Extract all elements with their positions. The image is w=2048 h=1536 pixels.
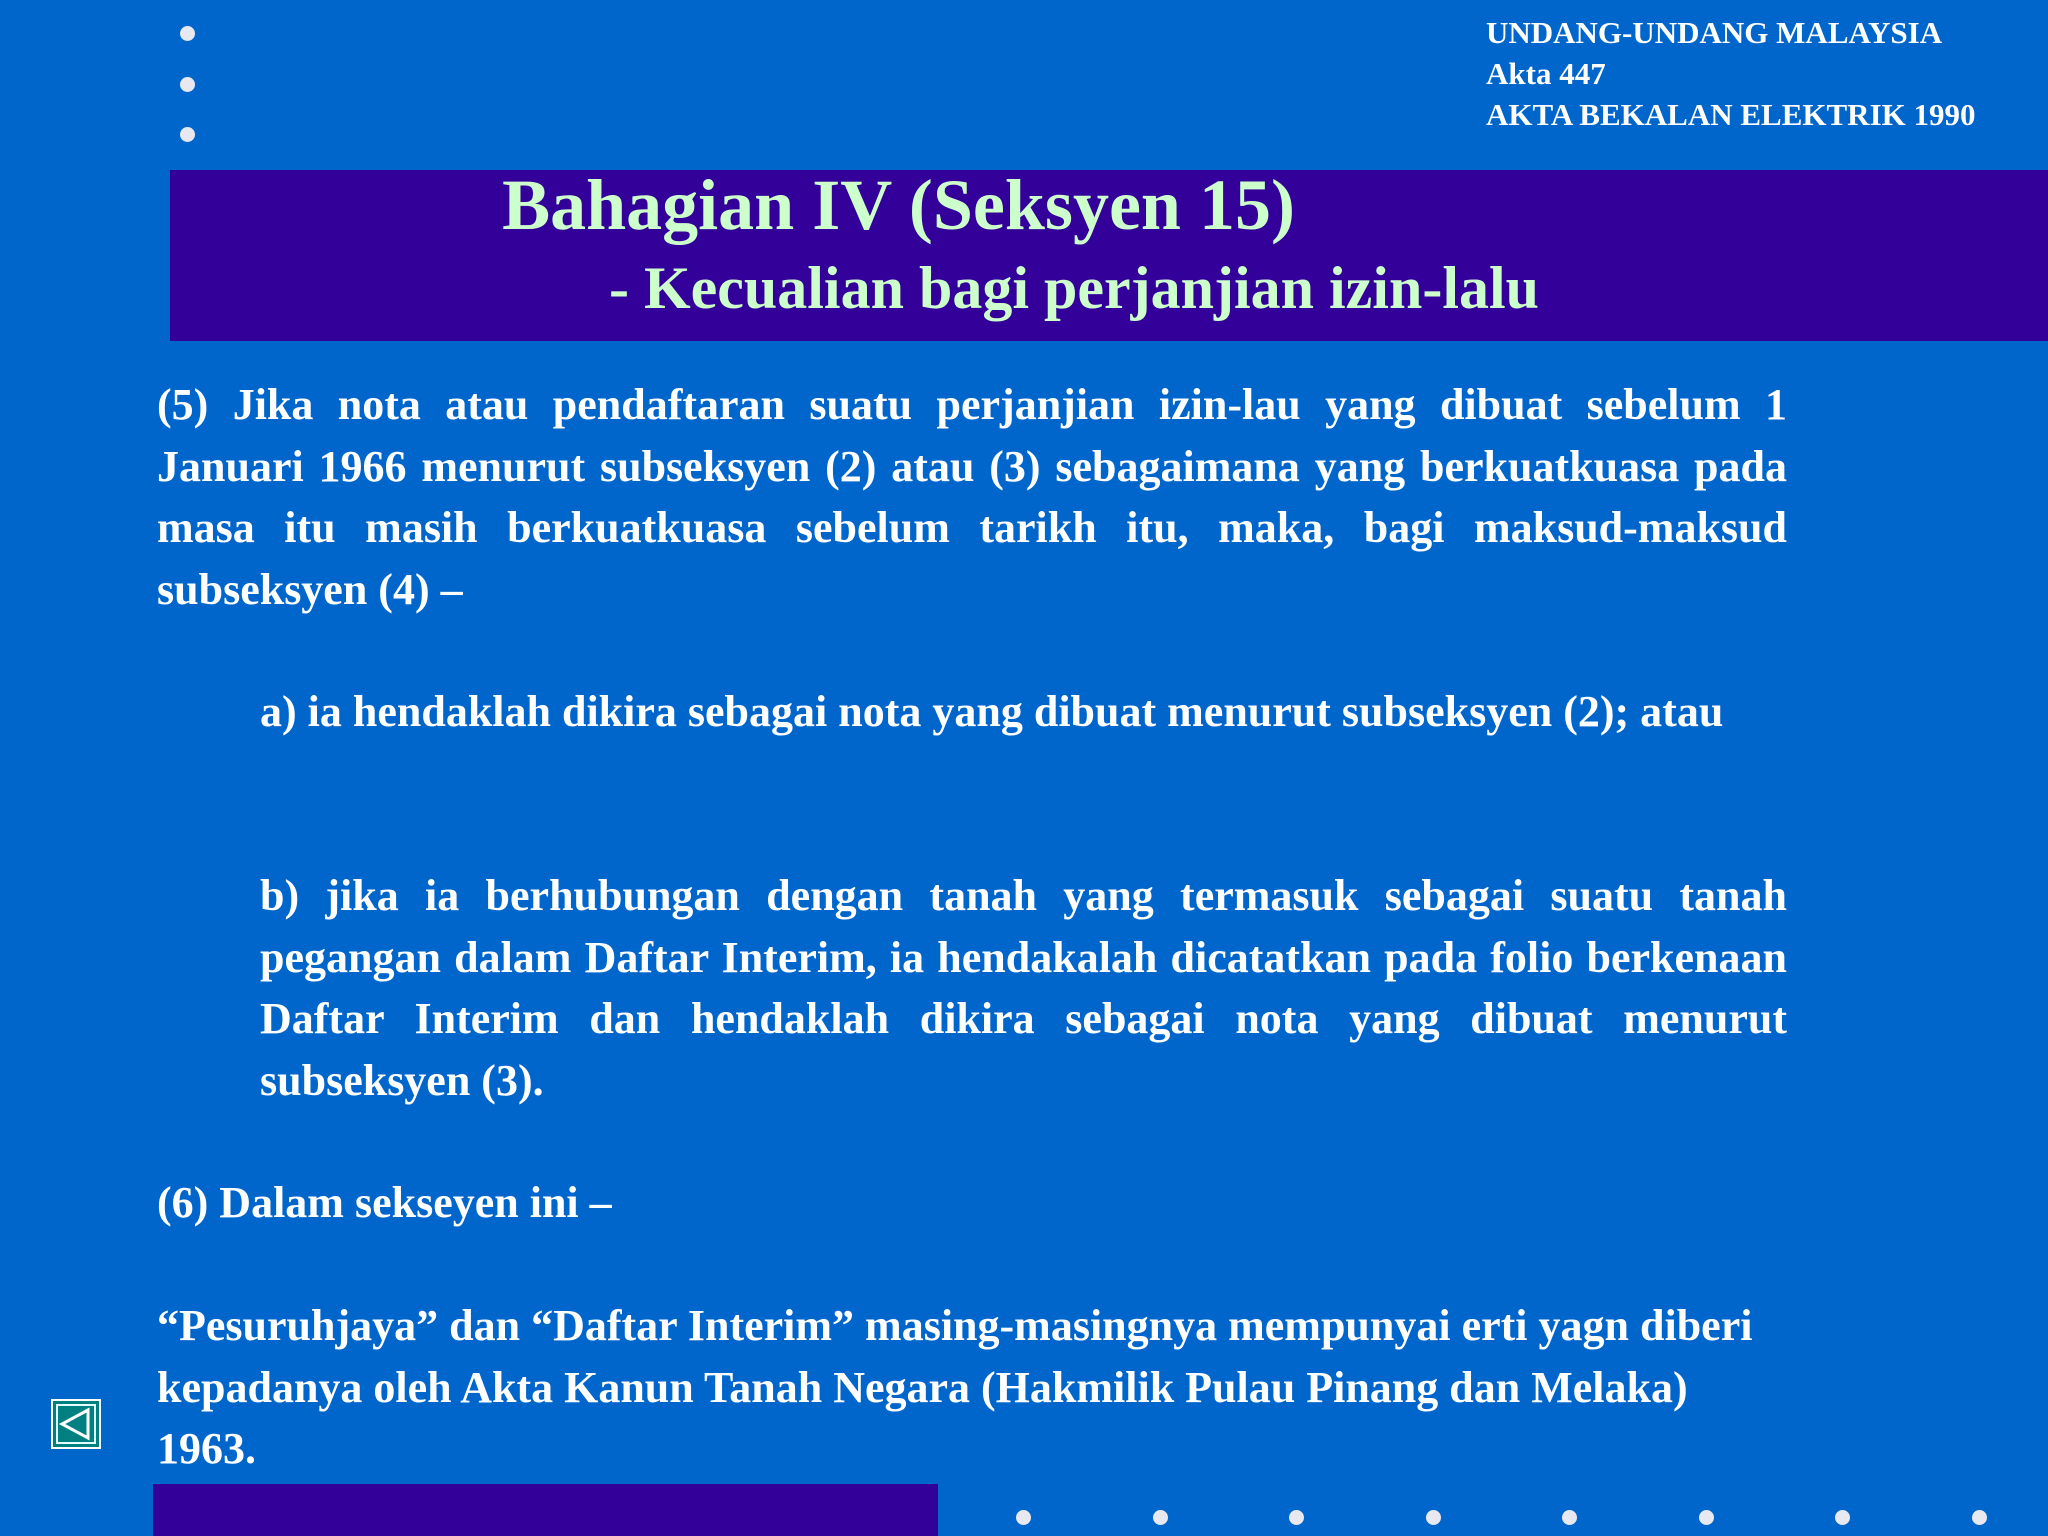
decorative-dot <box>1289 1510 1304 1525</box>
paragraph-5b: b) jika ia berhubungan dengan tanah yang termasuk sebagai suatu tanah pegangan dalam Daftar Interim, ia hendakalah dicatatkan pada folio berkenaan Daftar Interim dan hendaklah dikira sebagai nota yang dibuat menurut subseksyen (3). <box>260 871 1787 1105</box>
decorative-dot <box>180 26 195 41</box>
back-button[interactable] <box>51 1399 101 1449</box>
paragraph-5a: a) ia hendaklah dikira sebagai nota yang dibuat menurut subseksyen (2); atau <box>260 687 1724 736</box>
slide-title: Bahagian IV (Seksyen 15) <box>502 165 1295 245</box>
decorative-dot <box>1562 1510 1577 1525</box>
header-act-name: AKTA BEKALAN ELEKTRIK 1990 <box>1486 97 1976 132</box>
decorative-dot <box>1699 1510 1714 1525</box>
back-button-frame <box>56 1404 96 1444</box>
slide-subtitle: - Kecualian bagi perjanjian izin-lalu <box>608 255 1540 321</box>
paragraph-6: (6) Dalam sekseyen ini – <box>157 1178 612 1227</box>
definition-paragraph: “Pesuruhjaya” dan “Daftar Interim” masing-masingnya mempunyai erti yagn diberi kepadanya oleh Akta Kanun Tanah Negara (Hakmilik Pulau Pinang dan Melaka) 1963. <box>157 1301 1753 1473</box>
header-act-number: Akta 447 <box>1486 56 1606 91</box>
triangle-left-icon <box>58 1406 94 1442</box>
decorative-dot <box>1153 1510 1168 1525</box>
decorative-dot <box>1835 1510 1850 1525</box>
decorative-dot <box>180 77 195 92</box>
decorative-dot <box>1972 1510 1987 1525</box>
decorative-dot <box>1426 1510 1441 1525</box>
paragraph-5: (5) Jika nota atau pendaftaran suatu perjanjian izin-lau yang dibuat sebelum 1 Januari 1966 menurut subseksyen (2) atau (3) sebagaimana yang berkuatkuasa pada masa itu masih berkuatkuasa sebelum tarikh itu, maka, bagi maksud-maksud subseksyen (4) – <box>157 380 1787 614</box>
header-law-title: UNDANG-UNDANG MALAYSIA <box>1486 15 1943 50</box>
decorative-dot <box>1016 1510 1031 1525</box>
decorative-dot <box>180 127 195 142</box>
bottom-band <box>153 1484 938 1536</box>
document-header <box>1486 12 1976 135</box>
